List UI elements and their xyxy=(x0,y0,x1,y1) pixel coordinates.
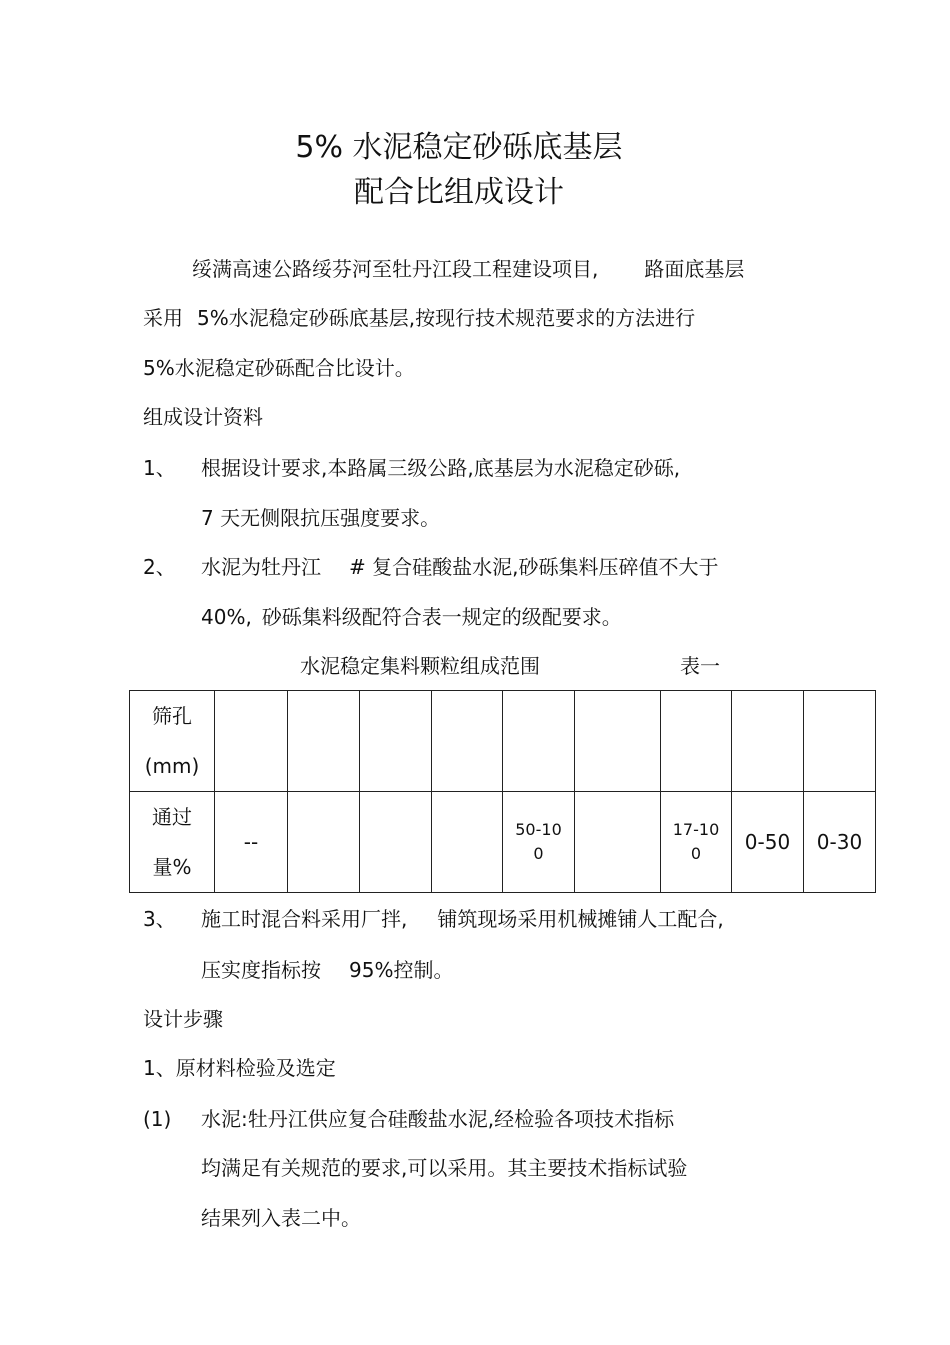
item-3-line-2-b: 95%控制。 xyxy=(349,958,454,982)
table-header-sieve xyxy=(130,691,215,792)
table-cell xyxy=(432,792,503,893)
table-cell xyxy=(575,792,661,893)
table-cell xyxy=(575,691,661,792)
table-cell-text: 50-100 xyxy=(515,820,562,863)
intro-line-1 xyxy=(192,256,744,282)
table-row-passing xyxy=(130,792,876,893)
table-header-sieve-line-2: (mm) xyxy=(144,754,200,778)
table-header-passing-line-1: 通过 xyxy=(152,805,192,829)
document-title-line-1: 5% 水泥稳定砂砾底基层 xyxy=(295,130,623,165)
table-header-sieve-line-1: 筛孔 xyxy=(152,704,192,728)
table-cell xyxy=(661,691,732,792)
table-cell xyxy=(288,792,360,893)
table-cell: 0-30 xyxy=(804,792,876,893)
item-2-line-2 xyxy=(201,604,622,630)
intro-line-2-a: 采用 xyxy=(143,306,183,330)
table-cell xyxy=(432,691,503,792)
item-2-number: 2、 xyxy=(143,555,176,579)
sub-item-1-number: (1) xyxy=(143,1107,172,1131)
sub-item-1-line-2: 均满足有关规范的要求,可以采用。其主要技术指标试验 xyxy=(201,1156,688,1180)
section-heading-design-steps: 设计步骤 xyxy=(143,1007,223,1031)
intro-line-1-a: 绥满高速公路绥芬河至牡丹江段工程建设项目, xyxy=(192,257,599,281)
table-caption-label: 表一 xyxy=(680,654,720,678)
table-caption xyxy=(300,653,720,679)
intro-line-3: 5%水泥稳定砂砾配合比设计。 xyxy=(143,356,415,380)
table-cell xyxy=(732,691,804,792)
item-2-line-1 xyxy=(201,554,718,580)
table-cell: 0-50 xyxy=(732,792,804,893)
table-header-passing-line-2: 量% xyxy=(152,855,192,879)
table-cell xyxy=(503,792,575,893)
sub-item-1-line-3: 结果列入表二中。 xyxy=(201,1206,361,1230)
intro-line-2-b: 5%水泥稳定砂砾底基层,按现行技术规范要求的方法进行 xyxy=(197,306,696,330)
section-heading-design-data: 组成设计资料 xyxy=(143,405,263,429)
table-caption-text: 水泥稳定集料颗粒组成范围 xyxy=(300,654,540,678)
item-1-line-1: 根据设计要求,本路属三级公路,底基层为水泥稳定砂砾, xyxy=(201,456,681,480)
table-cell xyxy=(360,691,432,792)
item-2-line-2-b: 砂砾集料级配符合表一规定的级配要求。 xyxy=(261,605,622,629)
intro-line-2 xyxy=(143,305,695,331)
item-2-line-2-a: 40%, xyxy=(201,605,252,629)
table-row-sieve xyxy=(130,691,876,792)
item-3-line-1-a: 施工时混合料采用厂拌, xyxy=(201,907,408,931)
document-title-line-2: 配合比组成设计 xyxy=(354,175,564,210)
table-cell xyxy=(288,691,360,792)
item-3-number: 3、 xyxy=(143,907,176,931)
item-2-line-1-b: # 复合硅酸盐水泥,砂砾集料压碎值不大于 xyxy=(349,555,719,579)
table-cell xyxy=(360,792,432,893)
table-cell xyxy=(661,792,732,893)
item-3-line-2 xyxy=(201,957,453,983)
item-3-line-1 xyxy=(201,906,724,932)
table-cell xyxy=(503,691,575,792)
item-2-line-1-a: 水泥为牡丹江 xyxy=(201,555,321,579)
item-1-line-2: 7 天无侧限抗压强度要求。 xyxy=(201,506,441,530)
table-cell xyxy=(804,691,876,792)
table-cell: -- xyxy=(215,792,288,893)
item-3-line-2-a: 压实度指标按 xyxy=(201,958,321,982)
step-1-heading: 1、原材料检验及选定 xyxy=(143,1056,336,1080)
table-cell-text: 17-100 xyxy=(672,820,720,863)
sub-item-1-line-1: 水泥:牡丹江供应复合硅酸盐水泥,经检验各项技术指标 xyxy=(201,1107,675,1131)
table-cell xyxy=(215,691,288,792)
intro-line-1-b: 路面底基层 xyxy=(644,257,745,281)
item-1-number: 1、 xyxy=(143,456,176,480)
gradation-table xyxy=(129,690,876,893)
item-3-line-1-b: 铺筑现场采用机械摊铺人工配合, xyxy=(437,907,724,931)
table-header-passing xyxy=(130,792,215,893)
